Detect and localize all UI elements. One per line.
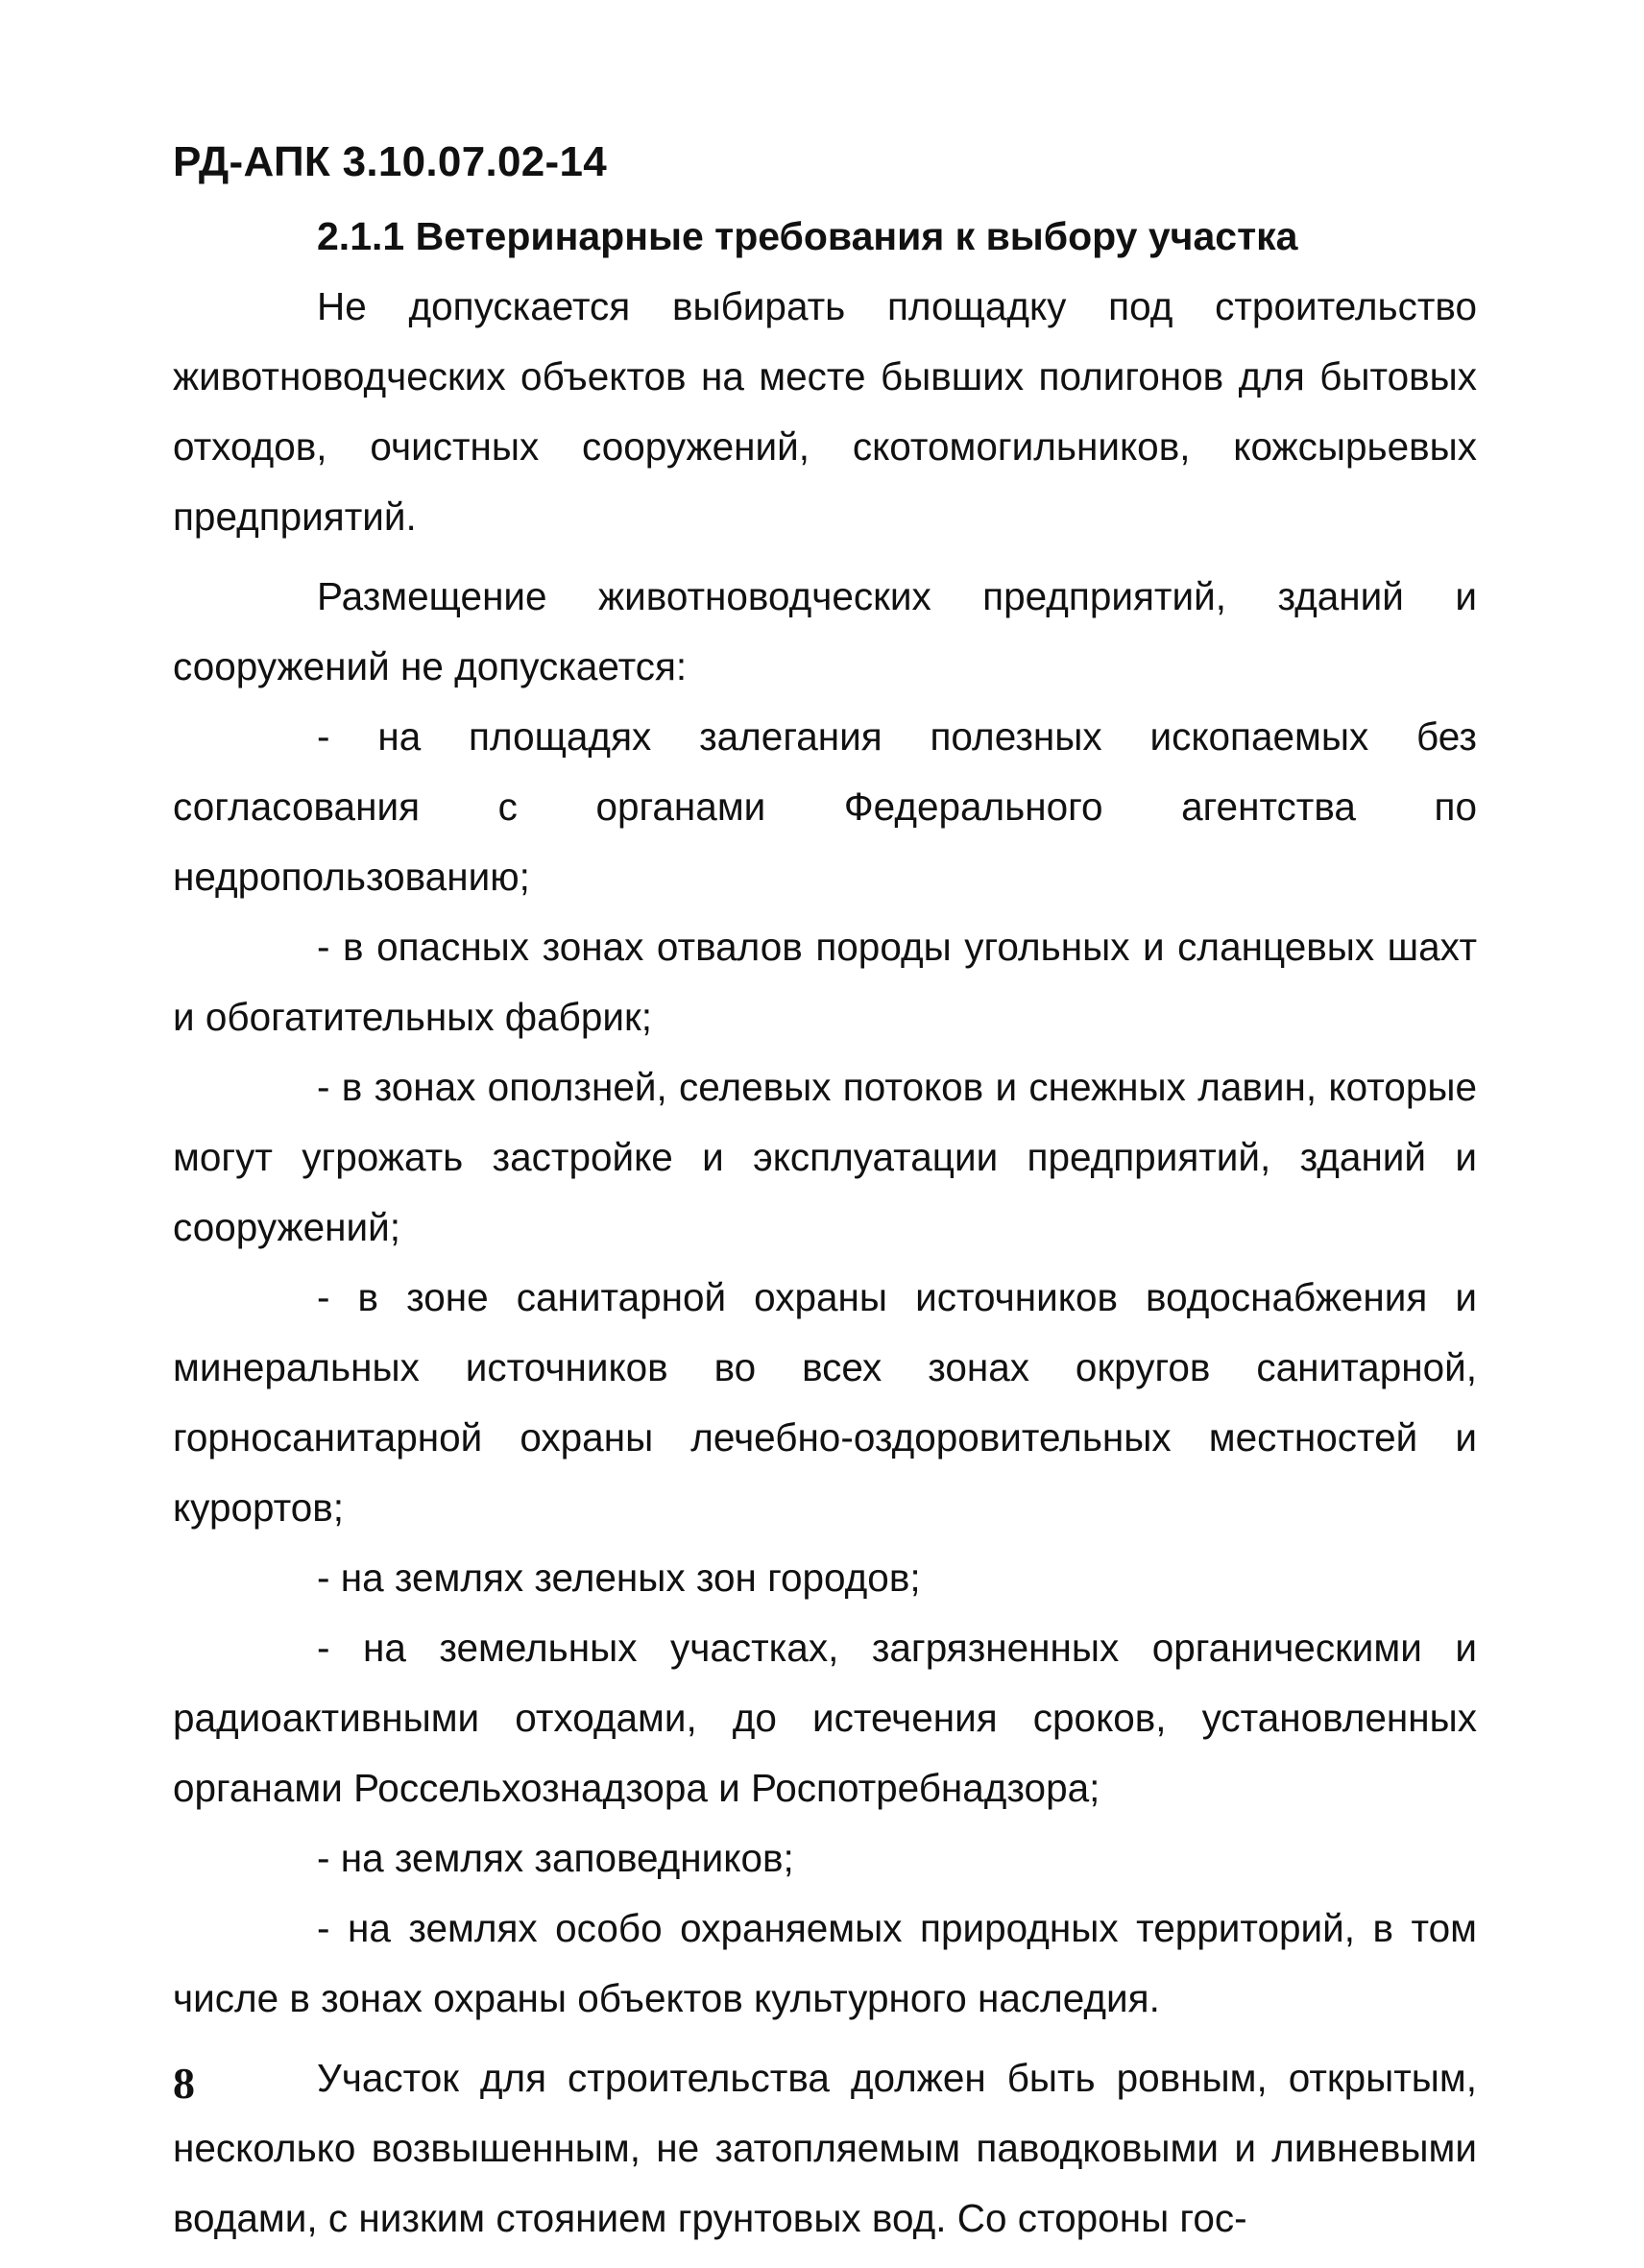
body-text <box>173 202 1477 2254</box>
paragraph-site-requirements: Участок для строительства должен быть ровным, открытым, несколько возвышенным, не затопляемым паводковыми и ливневыми водами, с низким стоянием грунтовых вод. Со стороны гос- <box>173 2056 1477 2240</box>
paragraph-placement-intro: Размещение животноводческих предприятий, зданий и сооружений не допускается: <box>173 574 1477 688</box>
page-number: 8 <box>173 2059 195 2108</box>
list-item-green-zones: - на землях зеленых зон городов; <box>317 1556 921 1600</box>
list-item-contaminated-land: - на земельных участках, загрязненных органическими и радиоактивными отходами, до истечения сроков, установленных органами Россельхознадзора и Роспотребнадзора; <box>173 1626 1477 1810</box>
section-heading: 2.1.1 Ветеринарные требования к выбору участка <box>317 214 1298 258</box>
list-item-mine-dumps: - в опасных зонах отвалов породы угольных и сланцевых шахт и обогатительных фабрик; <box>173 925 1477 1039</box>
list-item-landslides: - в зонах оползней, селевых потоков и снежных лавин, которые могут угрожать застройке и эксплуатации предприятий, зданий и сооружений; <box>173 1065 1477 1249</box>
list-item-reserves: - на землях заповедников; <box>317 1836 794 1880</box>
list-item-sanitary-zones: - в зоне санитарной охраны источников водоснабжения и минеральных источников во всех зонах округов санитарной, горносанитарной охраны лечебно-оздоровительных местностей и курортов; <box>173 1275 1477 1530</box>
paragraph-site-restrictions: Не допускается выбирать площадку под строительство животноводческих объектов на месте бывших полигонов для бытовых отходов, очистных сооружений, скотомогильников, кожсырьевых предприятий. <box>173 284 1477 539</box>
list-item-minerals: - на площадях залегания полезных ископаемых без согласования с органами Федерального агентства по недропользованию; <box>173 714 1477 899</box>
list-item-protected-areas: - на землях особо охраняемых природных территорий, в том числе в зонах охраны объектов культурного наследия. <box>173 1906 1477 2020</box>
document-code: РД-АПК 3.10.07.02-14 <box>173 138 608 185</box>
